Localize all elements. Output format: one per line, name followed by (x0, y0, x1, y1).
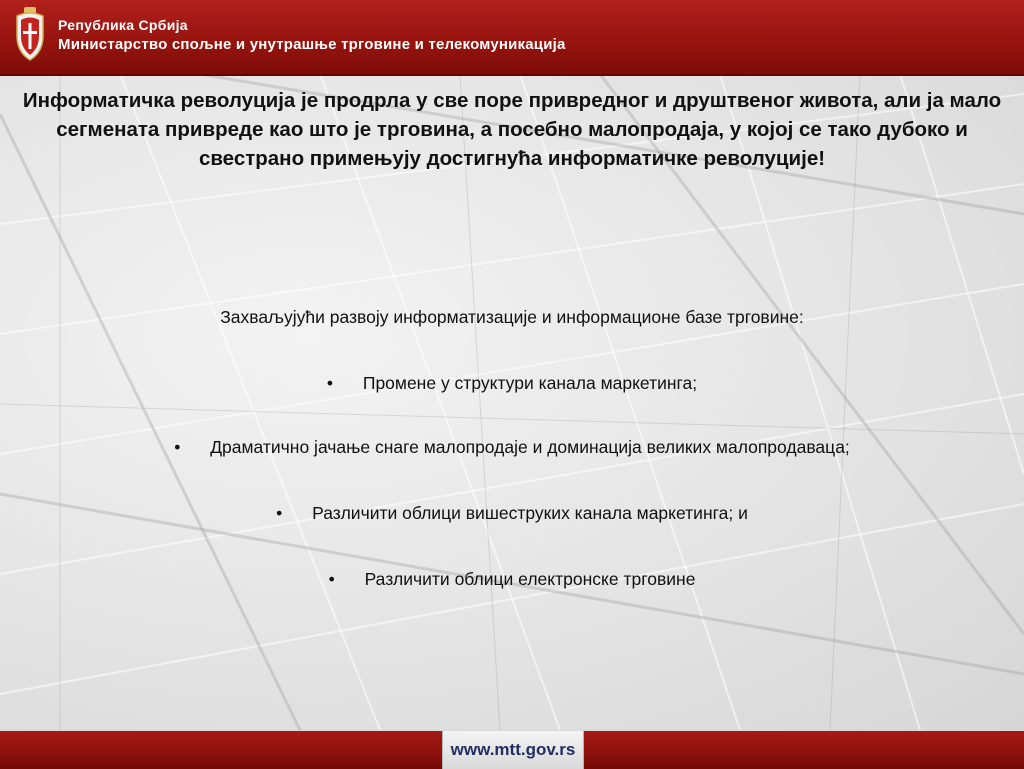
bullet-symbol: • (326, 373, 334, 393)
serbian-coat-of-arms-icon (12, 6, 48, 64)
header-bar (0, 0, 1024, 76)
bullet-symbol: • (328, 569, 335, 589)
intro-paragraph: Информатичка револуција је продрла у све поре привредног и друштвеног живота, али ја мало сегмената привреде као што је трговина, а посебно малопродаја, у којој се тако дубоко и свестрано примењују достигнућа информатичке револуције! (22, 89, 1002, 170)
bullet-text: Драматично јачање снаге малопродаје и доминација великих малопродаваца; (210, 437, 850, 457)
bullet-item (0, 437, 1024, 458)
website-link[interactable]: www.mtt.gov.rs (450, 740, 576, 759)
bullet-item (0, 503, 1024, 524)
footer-bar (0, 730, 1024, 769)
ministry-name: Министарство спољне и унутрашње трговине и телекомуникација (58, 36, 566, 53)
bullet-text: Различити облици вишеструких канала маркетинга; и (312, 503, 748, 523)
footer-url-box (442, 731, 584, 769)
bullet-text: Промене у структури канала маркетинга; (362, 373, 698, 393)
republic-name: Република Србија (58, 17, 188, 33)
bullet-item (0, 373, 1024, 394)
bullet-item (0, 569, 1024, 590)
bullet-text: Различити облици електронске трговине (364, 569, 696, 589)
lead-sentence: Захваљујући развоју информатизације и информационе базе трговине: (220, 307, 804, 327)
bullet-symbol: • (174, 437, 181, 457)
bullet-symbol: • (276, 503, 283, 523)
